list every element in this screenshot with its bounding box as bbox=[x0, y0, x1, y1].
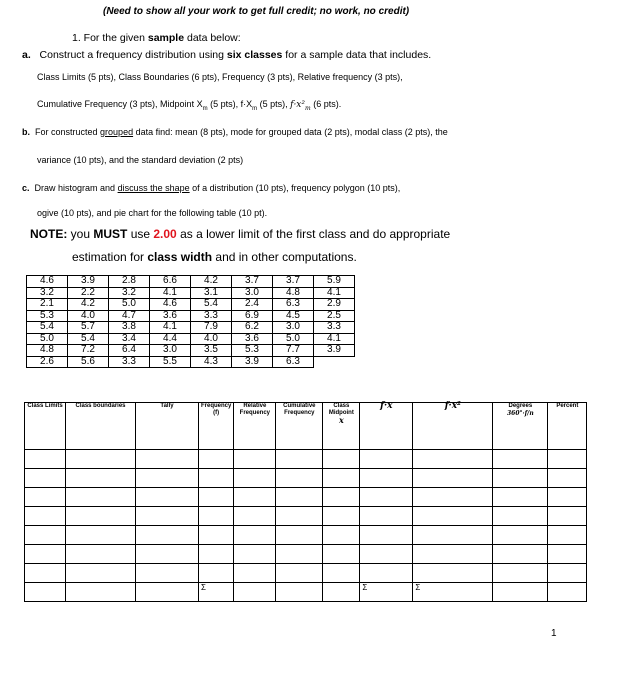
data-cell: 3.0 bbox=[150, 345, 191, 357]
data-row bbox=[27, 356, 355, 368]
data-row bbox=[27, 310, 355, 322]
work-cell[interactable] bbox=[360, 450, 413, 469]
data-cell: 5.6 bbox=[68, 356, 109, 368]
data-cell: 5.4 bbox=[27, 322, 68, 334]
work-cell[interactable] bbox=[493, 526, 548, 545]
note-line1: NOTE: you MUST use 2.00 as a lower limit of the first class and do appropriate bbox=[30, 227, 451, 241]
work-cell[interactable] bbox=[493, 545, 548, 564]
work-cell[interactable] bbox=[323, 469, 360, 488]
work-cell[interactable] bbox=[234, 545, 276, 564]
data-cell: 7.9 bbox=[191, 322, 232, 334]
work-cell[interactable] bbox=[323, 545, 360, 564]
col-percent: Percent bbox=[548, 403, 587, 450]
work-cell[interactable] bbox=[413, 488, 493, 507]
table-row bbox=[25, 507, 587, 526]
data-cell: 2.6 bbox=[27, 356, 68, 368]
work-cell[interactable] bbox=[66, 507, 136, 526]
data-cell: 3.3 bbox=[314, 322, 355, 334]
data-cell: 2.9 bbox=[314, 299, 355, 311]
data-cell: 5.7 bbox=[68, 322, 109, 334]
data-cell: 3.1 bbox=[191, 287, 232, 299]
work-cell[interactable] bbox=[199, 564, 234, 583]
data-cell: 4.7 bbox=[109, 310, 150, 322]
work-cell[interactable] bbox=[276, 526, 323, 545]
col-class-boundaries: Class boundaries bbox=[66, 403, 136, 450]
work-cell[interactable] bbox=[199, 469, 234, 488]
work-cell[interactable] bbox=[276, 564, 323, 583]
work-cell[interactable] bbox=[276, 488, 323, 507]
data-cell: 5.4 bbox=[191, 299, 232, 311]
work-cell[interactable] bbox=[413, 564, 493, 583]
work-cell[interactable] bbox=[493, 488, 548, 507]
work-cell[interactable] bbox=[234, 469, 276, 488]
sample-data-table bbox=[26, 275, 355, 368]
work-cell[interactable] bbox=[25, 583, 66, 602]
data-cell: 6.2 bbox=[232, 322, 273, 334]
part-b-line2: variance (10 pts), and the standard deviation (2 pts) bbox=[37, 155, 244, 165]
work-cell[interactable] bbox=[136, 488, 199, 507]
work-cell[interactable] bbox=[323, 450, 360, 469]
work-cell[interactable] bbox=[199, 507, 234, 526]
work-cell[interactable] bbox=[548, 564, 587, 583]
work-cell[interactable] bbox=[548, 450, 587, 469]
data-cell: 4.0 bbox=[68, 310, 109, 322]
data-cell: 4.1 bbox=[150, 322, 191, 334]
data-row bbox=[27, 276, 355, 288]
data-cell: 3.6 bbox=[150, 310, 191, 322]
work-cell[interactable] bbox=[276, 450, 323, 469]
work-cell[interactable] bbox=[199, 526, 234, 545]
work-cell[interactable] bbox=[323, 488, 360, 507]
part-c-line1: c. Draw histogram and discuss the shape of a distribution (10 pts), frequency polygon (10 pts), bbox=[22, 183, 401, 193]
data-cell: 4.8 bbox=[27, 345, 68, 357]
work-cell[interactable] bbox=[25, 469, 66, 488]
data-row bbox=[27, 333, 355, 345]
data-row bbox=[27, 345, 355, 357]
data-cell: 5.3 bbox=[232, 345, 273, 357]
data-cell: 4.2 bbox=[191, 276, 232, 288]
work-cell[interactable] bbox=[136, 507, 199, 526]
data-cell: 3.8 bbox=[109, 322, 150, 334]
work-cell[interactable] bbox=[136, 583, 199, 602]
data-cell: 2.1 bbox=[27, 299, 68, 311]
col-class-midpoint: Class Midpoint x bbox=[323, 403, 360, 450]
work-cell[interactable] bbox=[136, 469, 199, 488]
work-cell[interactable] bbox=[234, 583, 276, 602]
work-cell[interactable] bbox=[360, 469, 413, 488]
part-c-line2: ogive (10 pts), and pie chart for the following table (10 pt). bbox=[37, 208, 268, 218]
data-cell: 3.6 bbox=[232, 333, 273, 345]
data-cell: 6.3 bbox=[273, 356, 314, 368]
sum-row bbox=[25, 583, 587, 602]
data-cell: 6.3 bbox=[273, 299, 314, 311]
page-number: 1 bbox=[551, 628, 557, 639]
work-cell[interactable] bbox=[548, 507, 587, 526]
data-cell: 3.4 bbox=[109, 333, 150, 345]
data-cell: 5.0 bbox=[109, 299, 150, 311]
work-cell[interactable] bbox=[66, 564, 136, 583]
data-cell: 3.2 bbox=[27, 287, 68, 299]
col-degrees: Degrees 360°·f/n bbox=[493, 403, 548, 450]
data-cell: 4.0 bbox=[191, 333, 232, 345]
work-cell[interactable]: Σ bbox=[360, 583, 413, 602]
work-cell[interactable] bbox=[276, 469, 323, 488]
work-cell[interactable]: Σ bbox=[413, 583, 493, 602]
work-cell[interactable] bbox=[136, 564, 199, 583]
work-cell[interactable] bbox=[199, 450, 234, 469]
table-row bbox=[25, 526, 587, 545]
data-cell: 6.6 bbox=[150, 276, 191, 288]
data-cell: 3.9 bbox=[314, 345, 355, 357]
work-cell[interactable] bbox=[276, 583, 323, 602]
work-cell[interactable] bbox=[276, 507, 323, 526]
work-cell[interactable]: Σ bbox=[199, 583, 234, 602]
header-note: (Need to show all your work to get full credit; no work, no credit) bbox=[103, 6, 410, 17]
data-cell: 6.9 bbox=[232, 310, 273, 322]
data-cell: 5.5 bbox=[150, 356, 191, 368]
data-cell: 5.9 bbox=[314, 276, 355, 288]
work-cell[interactable] bbox=[25, 507, 66, 526]
work-cell[interactable] bbox=[360, 507, 413, 526]
work-cell[interactable] bbox=[234, 450, 276, 469]
work-cell[interactable] bbox=[360, 564, 413, 583]
table-row bbox=[25, 450, 587, 469]
work-cell[interactable] bbox=[66, 526, 136, 545]
work-cell[interactable] bbox=[548, 526, 587, 545]
work-cell[interactable] bbox=[234, 488, 276, 507]
work-cell[interactable] bbox=[360, 488, 413, 507]
work-cell[interactable] bbox=[548, 488, 587, 507]
work-cell[interactable] bbox=[136, 545, 199, 564]
work-cell[interactable] bbox=[66, 488, 136, 507]
work-cell[interactable] bbox=[360, 545, 413, 564]
data-cell: 2.2 bbox=[68, 287, 109, 299]
data-cell: 3.9 bbox=[68, 276, 109, 288]
part-b-line1: b. For constructed grouped data find: mean (8 pts), mode for grouped data (2 pts), modal class (2 pts), the bbox=[22, 127, 448, 137]
data-row bbox=[27, 299, 355, 311]
note-line2: estimation for class width and in other computations. bbox=[72, 250, 357, 264]
data-cell: 4.1 bbox=[150, 287, 191, 299]
work-cell[interactable] bbox=[66, 545, 136, 564]
work-cell[interactable] bbox=[548, 469, 587, 488]
data-cell: 2.8 bbox=[109, 276, 150, 288]
data-cell: 5.0 bbox=[27, 333, 68, 345]
data-cell: 4.6 bbox=[150, 299, 191, 311]
table-row bbox=[25, 488, 587, 507]
data-cell: 3.0 bbox=[273, 322, 314, 334]
work-cell[interactable] bbox=[323, 564, 360, 583]
work-cell[interactable] bbox=[136, 526, 199, 545]
data-cell: 3.3 bbox=[109, 356, 150, 368]
work-cell[interactable] bbox=[136, 450, 199, 469]
data-cell: 3.5 bbox=[191, 345, 232, 357]
work-cell[interactable] bbox=[413, 507, 493, 526]
col-frequency: Frequency (f) bbox=[199, 403, 234, 450]
work-cell[interactable] bbox=[493, 450, 548, 469]
col-fx: f·x bbox=[360, 403, 413, 450]
data-cell: 7.2 bbox=[68, 345, 109, 357]
data-cell: 3.9 bbox=[232, 356, 273, 368]
work-cell[interactable] bbox=[323, 583, 360, 602]
work-cell[interactable] bbox=[548, 583, 587, 602]
data-cell: 4.2 bbox=[68, 299, 109, 311]
col-fx2: f·x² bbox=[413, 403, 493, 450]
data-cell bbox=[314, 356, 355, 368]
data-cell: 3.2 bbox=[109, 287, 150, 299]
table-row bbox=[25, 545, 587, 564]
data-cell: 5.0 bbox=[273, 333, 314, 345]
data-cell: 4.1 bbox=[314, 333, 355, 345]
data-cell: 4.6 bbox=[27, 276, 68, 288]
work-cell[interactable] bbox=[323, 526, 360, 545]
data-row bbox=[27, 322, 355, 334]
work-cell[interactable] bbox=[234, 564, 276, 583]
work-cell[interactable] bbox=[25, 564, 66, 583]
work-cell[interactable] bbox=[493, 564, 548, 583]
work-cell[interactable] bbox=[66, 450, 136, 469]
data-cell: 3.7 bbox=[232, 276, 273, 288]
data-cell: 2.4 bbox=[232, 299, 273, 311]
work-cell[interactable] bbox=[548, 545, 587, 564]
data-cell: 3.7 bbox=[273, 276, 314, 288]
work-cell[interactable] bbox=[25, 488, 66, 507]
work-cell[interactable] bbox=[66, 583, 136, 602]
col-class-limits: Class Limits bbox=[25, 403, 66, 450]
question-1: 1. For the given sample data below: bbox=[72, 32, 241, 44]
data-cell: 3.3 bbox=[191, 310, 232, 322]
data-cell: 4.1 bbox=[314, 287, 355, 299]
work-cell[interactable] bbox=[493, 469, 548, 488]
data-cell: 6.4 bbox=[109, 345, 150, 357]
work-cell[interactable] bbox=[493, 507, 548, 526]
table-row bbox=[25, 469, 587, 488]
col-tally: Tally bbox=[136, 403, 199, 450]
work-cell[interactable] bbox=[360, 526, 413, 545]
data-cell: 2.5 bbox=[314, 310, 355, 322]
work-cell[interactable] bbox=[413, 545, 493, 564]
work-cell[interactable] bbox=[276, 545, 323, 564]
work-cell[interactable] bbox=[199, 545, 234, 564]
col-relative-frequency: Relative Frequency bbox=[234, 403, 276, 450]
data-cell: 4.4 bbox=[150, 333, 191, 345]
table-row bbox=[25, 564, 587, 583]
data-cell: 3.0 bbox=[232, 287, 273, 299]
data-cell: 4.8 bbox=[273, 287, 314, 299]
work-cell[interactable] bbox=[25, 450, 66, 469]
work-cell[interactable] bbox=[234, 507, 276, 526]
data-row bbox=[27, 287, 355, 299]
col-cumulative-frequency: Cumulative Frequency bbox=[276, 403, 323, 450]
work-cell[interactable] bbox=[413, 526, 493, 545]
data-cell: 7.7 bbox=[273, 345, 314, 357]
part-a-line3: Cumulative Frequency (3 pts), Midpoint $X_m$ (5 pts), $f\cdot X_m$ (5 pts), $f\cdot x^2_m$ (6 pts). bbox=[37, 99, 342, 112]
work-cell[interactable] bbox=[413, 469, 493, 488]
work-cell[interactable] bbox=[199, 488, 234, 507]
data-cell: 4.3 bbox=[191, 356, 232, 368]
work-cell[interactable] bbox=[413, 450, 493, 469]
data-cell: 4.5 bbox=[273, 310, 314, 322]
part-a-line1: a. Construct a frequency distribution using six classes for a sample data that includes. bbox=[22, 49, 432, 61]
data-cell: 5.3 bbox=[27, 310, 68, 322]
work-cell[interactable] bbox=[25, 545, 66, 564]
work-cell[interactable] bbox=[493, 583, 548, 602]
data-cell: 5.4 bbox=[68, 333, 109, 345]
work-cell[interactable] bbox=[66, 469, 136, 488]
work-cell[interactable] bbox=[323, 507, 360, 526]
frequency-work-table bbox=[24, 402, 587, 602]
work-cell[interactable] bbox=[25, 526, 66, 545]
part-a-line2: Class Limits (5 pts), Class Boundaries (6 pts), Frequency (3 pts), Relative frequency (3 pts), bbox=[37, 72, 403, 82]
work-cell[interactable] bbox=[234, 526, 276, 545]
